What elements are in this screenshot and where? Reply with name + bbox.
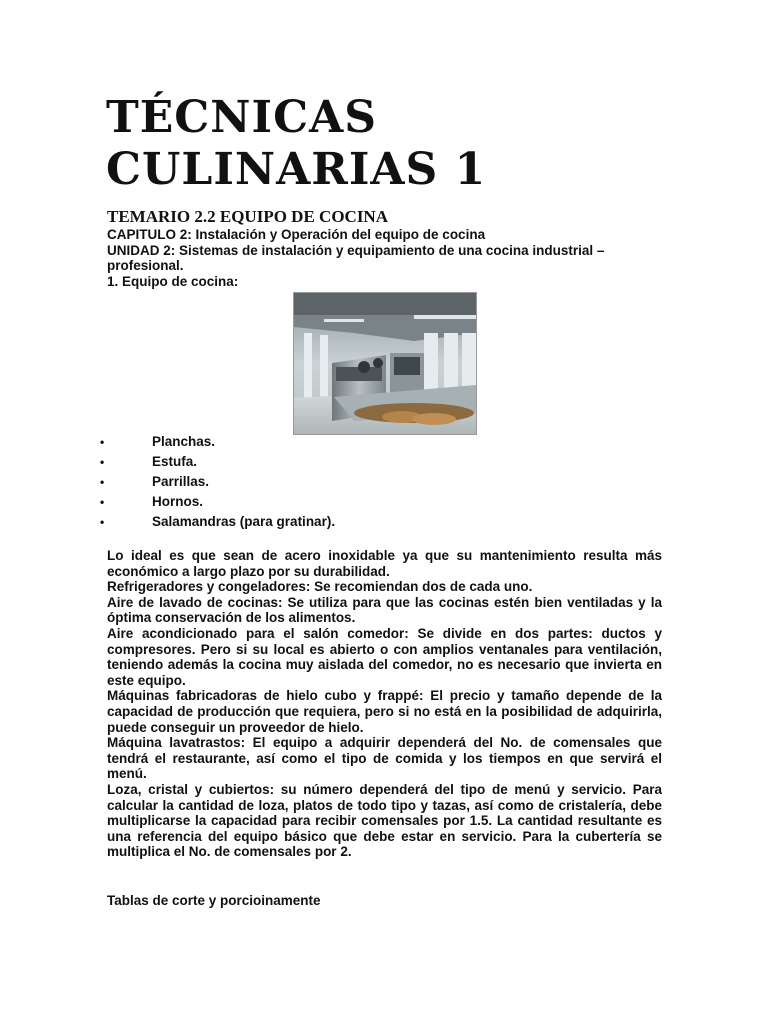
list-item-text: Estufa.	[152, 454, 198, 469]
paragraph: Aire de lavado de cocinas: Se utiliza para que las cocinas estén bien ventiladas y la óptima conservación de los alimentos.	[107, 594, 662, 626]
paragraph: Aire acondicionado para el salón comedor: Se divide en dos partes: ductos y compresores. Pero si su local es abierto o con amplios ventanales para ventilación, teniendo además la cocina muy aislada del comedor, no es necesario que invierta en este equipo.	[107, 625, 662, 688]
title-line-2: CULINARIAS 1	[106, 144, 487, 195]
bullet-glyph: •	[100, 475, 105, 489]
list-item-text: Hornos.	[152, 494, 204, 509]
bullet-glyph: •	[100, 435, 105, 449]
section-heading: 1. Equipo de cocina:	[107, 273, 239, 289]
paragraph: Lo ideal es que sean de acero inoxidable ya que su mantenimiento resulta más económico a largo plazo por su durabilidad.	[107, 548, 662, 579]
title-line-1: TÉCNICAS	[106, 92, 378, 143]
paragraph: Máquinas fabricadoras de hielo cubo y frappé: El precio y tamaño depende de la capacidad de producción que requiera, pero si no está en la posibilidad de adquirirla, puede conseguir un proveedor de hielo.	[107, 688, 662, 735]
bullet-glyph: •	[100, 455, 105, 469]
unit-heading: UNIDAD 2: Sistemas de instalación y equipamiento de una cocina industrial – profesional.	[107, 242, 605, 274]
paragraph: Loza, cristal y cubiertos: su número dependerá del tipo de menú y servicio. Para calcular la cantidad de loza, platos de todo tipo y tazas, así como de cristalería, debe multiplicarse la capacidad para recibir comensales por 1.5. La cantidad resultante es una referencia del equipo básico que debe estar en servicio. Para la cubertería se multiplica el No. de comensales por 2.	[107, 781, 662, 860]
closing-heading: Tablas de corte y porcioinamente	[107, 893, 321, 908]
list-item-text: Parrillas.	[152, 474, 210, 489]
bullet-glyph: •	[100, 515, 105, 529]
intro-block	[107, 227, 667, 289]
kitchen-photo-illustration	[294, 293, 476, 434]
paragraph: Máquina lavatrastos: El equipo a adquirir dependerá del No. de comensales que tendrá el restaurante, así como el tipo de comida y los tiempos en que servirá el menú.	[107, 735, 662, 782]
body-text	[107, 548, 662, 860]
kitchen-photo	[293, 292, 477, 435]
chapter-heading: CAPITULO 2: Instalación y Operación del equipo de cocina	[107, 227, 486, 242]
list-item-text: Planchas.	[152, 434, 216, 449]
document-subtitle: TEMARIO 2.2 EQUIPO DE COCINA	[107, 207, 388, 226]
document-title	[106, 92, 486, 196]
paragraph: Refrigeradores y congeladores: Se recomiendan dos de cada uno.	[107, 579, 533, 595]
list-item-text: Salamandras (para gratinar).	[152, 514, 336, 529]
bullet-glyph: •	[100, 495, 105, 509]
